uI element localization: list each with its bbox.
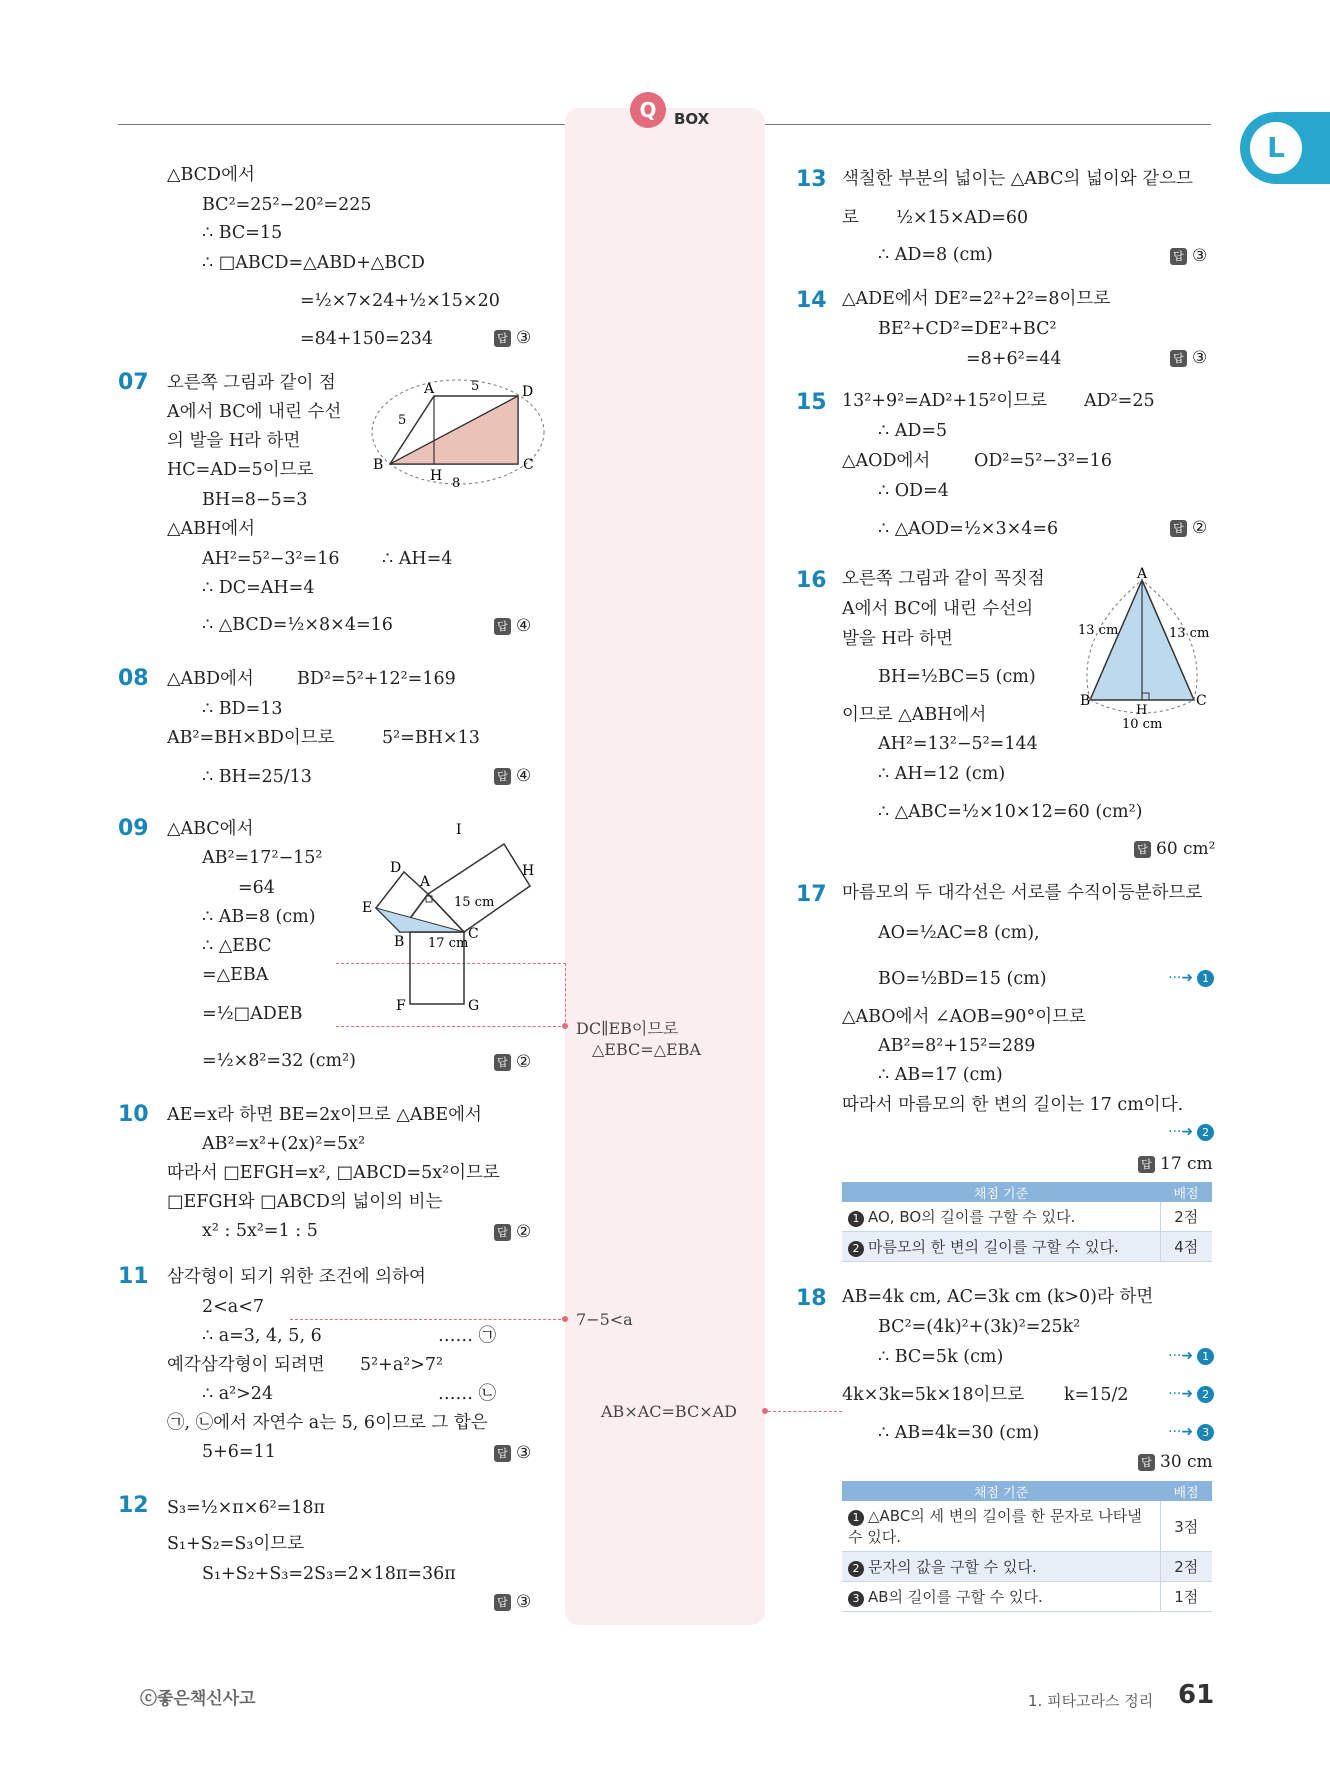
p11-line: 5²+a²>7²	[360, 1355, 444, 1375]
p08-line: △ABD에서	[167, 669, 254, 689]
p16-line: ∴ AH=12 (cm)	[878, 764, 1006, 784]
p08-line: ∴ BD=13	[202, 699, 283, 719]
chapter-tab	[1240, 112, 1330, 184]
p16-figure	[1076, 566, 1216, 732]
p07-fig-top: 5	[471, 379, 480, 394]
p11-line: ∴ a=3, 4, 5, 6	[202, 1326, 322, 1346]
p15-line: 13²+9²=AD²+15²이므로	[842, 391, 1048, 411]
p09-figure	[358, 820, 548, 1016]
p09-line: =½□ADEB	[202, 1004, 303, 1024]
p11-line: ∴ a²>24	[202, 1384, 274, 1404]
p09-fig-h: H	[522, 863, 535, 879]
p11-mark: …… ㉠	[438, 1326, 497, 1346]
p09-fig-i: I	[456, 822, 462, 838]
qbox-note: DC∥EB이므로	[576, 1019, 679, 1038]
p16-line: ∴ △ABC=½×10×12=60 (cm²)	[878, 802, 1143, 822]
header-rule-left	[118, 124, 565, 125]
p15-line: OD²=5²−3²=16	[974, 451, 1112, 471]
table-header: 채점 기준	[842, 1182, 1160, 1202]
p07-line: AH²=5²−3²=16	[202, 549, 340, 569]
footer-publisher: ⓒ좋은책신사고	[140, 1689, 256, 1709]
p18-line: BC²=(4k)²+(3k)²=25k²	[878, 1317, 1081, 1337]
p10-line: x² : 5x²=1 : 5	[202, 1221, 318, 1241]
p18-line: ∴ BC=5k (cm)	[878, 1347, 1004, 1367]
p17-line: △ABO에서 ∠AOB=90°이므로	[842, 1007, 1086, 1027]
p18-answer: 답 30 cm	[1138, 1452, 1213, 1472]
chapter-tab-letter: L	[1250, 122, 1302, 174]
p13-line: 색칠한 부분의 넓이는 △ABC의 넓이와 같으므	[842, 169, 1193, 189]
p13-line: ∴ AD=8 (cm)	[878, 245, 993, 265]
p09-line: AB²=17²−15²	[202, 848, 323, 868]
p12-line: S₃=½×π×6²=18π	[167, 1498, 326, 1518]
page-number: 61	[1178, 1680, 1215, 1710]
p17-number: 17	[796, 882, 827, 907]
p07-line: BH=8−5=3	[202, 490, 308, 510]
qbox-column	[565, 108, 765, 1625]
header-rule-right	[765, 124, 1211, 125]
p13-answer: 답 ③	[1170, 246, 1207, 266]
p10-line: □EFGH와 □ABCD의 넓이의 비는	[167, 1192, 443, 1212]
p06-line: =½×7×24+½×15×20	[300, 291, 500, 311]
p17-line: AB²=8²+15²=289	[878, 1036, 1036, 1056]
p06-answer: 답 ③	[494, 328, 531, 348]
p16-line: 오른쪽 그림과 같이 꼭짓점	[842, 569, 1045, 589]
step-marker: ···➜ 3	[1168, 1424, 1214, 1441]
p17-line: 마름모의 두 대각선은 서로를 수직이등분하므로	[842, 883, 1203, 903]
p11-mark: …… ㉡	[438, 1384, 497, 1404]
p07-line: 의 발을 H라 하면	[167, 431, 301, 451]
p17-grading-table	[842, 1182, 1212, 1262]
p08-answer: 답 ④	[494, 766, 531, 786]
p06-line: ∴ □ABCD=△ABD+△BCD	[202, 253, 425, 273]
p18-number: 18	[796, 1286, 827, 1311]
p16-fig-base: 10 cm	[1122, 717, 1163, 732]
p16-number: 16	[796, 568, 827, 593]
p07-line: ∴ AH=4	[382, 549, 453, 569]
p07-line: A에서 BC에 내린 수선	[167, 402, 342, 422]
p08-line: BD²=5²+12²=169	[297, 669, 456, 689]
footer-chapter: 1. 피타고라스 정리	[1028, 1692, 1154, 1710]
p12-answer: 답 ③	[494, 1592, 531, 1612]
p09-number: 09	[118, 816, 149, 841]
p07-fig-b: B	[373, 457, 384, 473]
p11-line: 2<a<7	[202, 1297, 265, 1317]
p16-fig-left: 13 cm	[1078, 623, 1119, 638]
table-header: 배점	[1160, 1182, 1212, 1202]
table-header: 채점 기준	[842, 1481, 1160, 1501]
p09-line: =64	[238, 878, 275, 898]
p07-fig-a: A	[424, 381, 435, 397]
p16-line: A에서 BC에 내린 수선의	[842, 599, 1034, 619]
p11-line: 예각삼각형이 되려면	[167, 1355, 325, 1375]
p09-line: ∴ △EBC	[202, 936, 272, 956]
qbox-icon: Q	[630, 92, 666, 128]
p07-fig-c: C	[523, 457, 534, 473]
p08-number: 08	[118, 666, 149, 691]
p14-line: =8+6²=44	[966, 349, 1062, 369]
p07-number: 07	[118, 370, 149, 395]
p06-line: △BCD에서	[167, 165, 255, 185]
p10-line: AB²=x²+(2x)²=5x²	[202, 1134, 366, 1154]
p12-line: S₁+S₂+S₃=2S₃=2×18π=36π	[202, 1564, 456, 1584]
p07-line: HC=AD=5이므로	[167, 460, 314, 480]
p11-line: ㉠, ㉡에서 자연수 a는 5, 6이므로 그 합은	[167, 1413, 488, 1433]
p08-line: AB²=BH×BD이므로	[167, 728, 335, 748]
p14-line: BE²+CD²=DE²+BC²	[878, 319, 1057, 339]
p09-line: △ABC에서	[167, 819, 254, 839]
p09-fig-e: E	[362, 900, 373, 916]
p11-answer: 답 ③	[494, 1443, 531, 1463]
p13-line: 로	[842, 208, 859, 228]
p17-line: AO=½AC=8 (cm),	[878, 923, 1040, 943]
p09-fig-g: G	[468, 998, 480, 1014]
p08-line: ∴ BH=25/13	[202, 767, 312, 787]
p06-line: =84+150=234	[300, 329, 434, 349]
p15-line: △AOD에서	[842, 451, 931, 471]
note-dot	[562, 1316, 568, 1322]
p15-line: ∴ AD=5	[878, 421, 948, 441]
p07-line: △ABH에서	[167, 519, 256, 539]
p12-number: 12	[118, 1493, 149, 1518]
p10-number: 10	[118, 1102, 149, 1127]
p07-line: 오른쪽 그림과 같이 점	[167, 373, 336, 393]
p10-line: AE=x라 하면 BE=2x이므로 △ABE에서	[167, 1105, 482, 1125]
p16-fig-b: B	[1080, 693, 1091, 709]
p18-line: k=15/2	[1064, 1385, 1129, 1405]
step-marker: ···➜ 1	[1168, 970, 1214, 987]
p07-fig-side: 5	[398, 413, 407, 428]
p07-fig-h: H	[430, 468, 443, 484]
table-row: 2 마름모의 한 변의 길이를 구할 수 있다. 4점	[842, 1232, 1212, 1262]
step-marker: ···➜ 2	[1168, 1124, 1214, 1141]
p18-line: 4k×3k=5k×18이므로	[842, 1385, 1025, 1405]
p14-answer: 답 ③	[1170, 348, 1207, 368]
p16-fig-h: H	[1136, 703, 1148, 718]
qbox-note: 7−5<a	[576, 1310, 633, 1329]
p17-line: ∴ AB=17 (cm)	[878, 1065, 1003, 1085]
p07-answer: 답 ④	[494, 616, 531, 636]
p09-fig-ac: 15 cm	[454, 895, 495, 910]
p09-line: =△EBA	[202, 965, 269, 985]
p15-line: AD²=25	[1084, 391, 1155, 411]
p11-number: 11	[118, 1264, 149, 1289]
p09-fig-c: C	[468, 926, 479, 942]
p16-line: 이므로 △ABH에서	[842, 705, 987, 725]
p09-line: ∴ AB=8 (cm)	[202, 907, 316, 927]
table-row: 3 AB의 길이를 구할 수 있다. 1점	[842, 1582, 1212, 1612]
p16-line: 발을 H라 하면	[842, 629, 953, 649]
p07-fig-bottom: 8	[452, 476, 461, 489]
p11-line: 5+6=11	[202, 1442, 276, 1462]
step-marker: ···➜ 1	[1168, 1348, 1214, 1365]
p16-answer: 답 60 cm²	[1134, 839, 1216, 859]
p07-line: ∴ △BCD=½×8×4=16	[202, 615, 393, 635]
table-header: 배점	[1160, 1481, 1212, 1501]
p09-line: =½×8²=32 (cm²)	[202, 1051, 356, 1071]
table-row: 2 문자의 값을 구할 수 있다. 2점	[842, 1552, 1212, 1582]
p09-fig-d: D	[390, 860, 402, 876]
p15-answer: 답 ②	[1170, 518, 1207, 538]
p18-grading-table	[842, 1481, 1212, 1612]
p07-line: ∴ DC=AH=4	[202, 578, 315, 598]
qbox-label: BOX	[674, 110, 710, 128]
p15-number: 15	[796, 390, 827, 415]
p16-fig-right: 13 cm	[1169, 626, 1210, 641]
p18-connector	[768, 1411, 842, 1412]
p09-fig-b: B	[394, 934, 405, 950]
qbox-header	[630, 92, 730, 128]
p11-connector	[290, 1319, 566, 1320]
note-dot	[562, 1023, 568, 1029]
p16-line: AH²=13²−5²=144	[878, 734, 1038, 754]
p10-answer: 답 ②	[494, 1222, 531, 1242]
p17-answer: 답 17 cm	[1138, 1154, 1213, 1174]
p06-line: ∴ BC=15	[202, 223, 283, 243]
p14-number: 14	[796, 288, 827, 313]
p16-line: BH=½BC=5 (cm)	[878, 667, 1036, 687]
p08-line: 5²=BH×13	[382, 728, 480, 748]
p07-figure	[370, 374, 545, 489]
p18-line: ∴ AB=4k=30 (cm)	[878, 1423, 1040, 1443]
table-row: 1 AO, BO의 길이를 구할 수 있다. 2점	[842, 1202, 1212, 1232]
p15-line: ∴ OD=4	[878, 481, 949, 501]
table-row: 1 △ABC의 세 변의 길이를 한 문자로 나타낼 수 있다. 3점	[842, 1501, 1212, 1552]
p07-fig-d: D	[522, 384, 534, 400]
p18-line: AB=4k cm, AC=3k cm (k>0)라 하면	[842, 1287, 1154, 1307]
p14-line: △ADE에서 DE²=2²+2²=8이므로	[842, 289, 1111, 309]
p17-line: BO=½BD=15 (cm)	[878, 969, 1047, 989]
step-marker: ···➜ 2	[1168, 1386, 1214, 1403]
p09-fig-bc: 17 cm	[428, 936, 469, 951]
p16-fig-a: A	[1137, 566, 1148, 582]
p09-fig-a: A	[420, 874, 431, 890]
p17-line: 따라서 마름모의 한 변의 길이는 17 cm이다.	[842, 1095, 1184, 1115]
qbox-note: AB×AC=BC×AD	[601, 1402, 738, 1421]
p09-fig-f: F	[396, 998, 406, 1014]
p16-fig-c: C	[1196, 693, 1207, 709]
p13-number: 13	[796, 167, 827, 192]
p12-line: S₁+S₂=S₃이므로	[167, 1534, 305, 1554]
p09-answer: 답 ②	[494, 1052, 531, 1072]
qbox-note: △EBC=△EBA	[592, 1040, 701, 1059]
p10-line: 따라서 □EFGH=x², □ABCD=5x²이므로	[167, 1163, 500, 1183]
p11-line: 삼각형이 되기 위한 조건에 의하여	[167, 1267, 426, 1287]
p13-line: ½×15×AD=60	[896, 208, 1029, 228]
p06-line: BC²=25²−20²=225	[202, 195, 372, 215]
p15-line: ∴ △AOD=½×3×4=6	[878, 519, 1059, 539]
